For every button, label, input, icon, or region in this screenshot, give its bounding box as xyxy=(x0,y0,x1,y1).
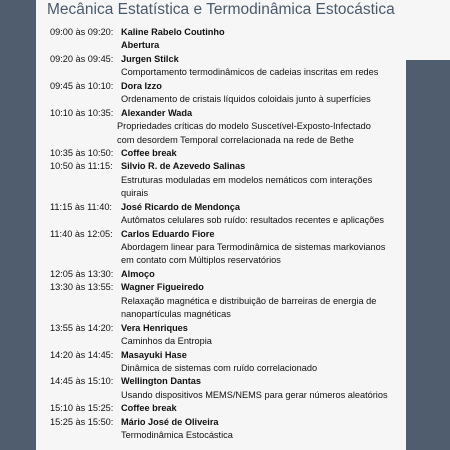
session-time: 10:50 às 11:15: xyxy=(50,161,113,172)
session-time: 14:20 às 14:45: xyxy=(50,349,114,360)
session-detail xyxy=(50,187,402,200)
session-speaker: Jurgen Stilck xyxy=(121,53,179,64)
session-detail-text: Abertura xyxy=(121,40,160,51)
session-detail xyxy=(50,66,402,79)
right-decorative-bar xyxy=(406,60,450,450)
schedule-item xyxy=(50,349,402,376)
session-header xyxy=(50,201,402,214)
session-detail-text: Abordagem linear para Termodinâmica de sistemas markovianos xyxy=(121,242,386,252)
session-speaker: Alexander Wada xyxy=(121,107,193,118)
schedule-item xyxy=(50,26,402,53)
session-header xyxy=(50,107,402,120)
session-speaker: Wellington Dantas xyxy=(121,376,201,387)
schedule-item xyxy=(50,107,402,147)
session-speaker: Carlos Eduardo Fiore xyxy=(121,228,215,239)
session-detail xyxy=(50,295,402,308)
session-speaker: José Ricardo de Mendonça xyxy=(121,201,240,212)
session-detail xyxy=(50,93,402,106)
left-decorative-bar xyxy=(0,0,36,450)
session-header xyxy=(50,80,402,93)
schedule-item xyxy=(50,160,402,200)
session-detail xyxy=(50,308,402,321)
session-time: 14:45 às 15:10: xyxy=(50,376,114,387)
schedule-item xyxy=(50,80,402,107)
session-detail xyxy=(50,429,402,442)
session-time: 09:00 às 09:20: xyxy=(50,27,114,37)
schedule-item xyxy=(50,416,402,443)
session-time: 09:45 às 10:10: xyxy=(50,80,114,91)
session-speaker: Dora Izzo xyxy=(121,80,162,91)
session-speaker: Mário José de Oliveira xyxy=(121,416,219,427)
session-detail xyxy=(50,335,402,348)
session-detail xyxy=(50,120,402,133)
session-detail-text: Usando dispositivos MEMS/NEMS para gerar números aleatórios xyxy=(121,389,388,400)
session-detail xyxy=(50,174,402,187)
session-detail-text: com desordem Temporal correlacionada na rede de Bethe xyxy=(117,134,354,145)
schedule-item xyxy=(50,322,402,349)
session-detail xyxy=(50,39,402,52)
schedule-item xyxy=(50,228,402,268)
session-header xyxy=(50,402,402,415)
session-header xyxy=(50,349,402,362)
session-detail xyxy=(50,389,402,402)
session-speaker: Coffee break xyxy=(121,147,177,158)
schedule-list xyxy=(50,26,402,443)
session-speaker: Wagner Figueiredo xyxy=(121,282,204,293)
session-time: 10:10 às 10:35: xyxy=(50,107,114,118)
session-speaker: Silvio R. de Azevedo Salinas xyxy=(121,161,246,172)
session-header xyxy=(50,268,402,281)
session-time: 12:05 às 13:30: xyxy=(50,268,114,279)
session-header xyxy=(50,375,402,388)
page-title: Mecânica Estatística e Termodinâmica Estocástica xyxy=(47,1,395,18)
session-time: 10:35 às 10:50: xyxy=(50,147,114,158)
session-detail-text: Dinâmica de sistemas com ruído correlacionado xyxy=(121,362,318,373)
session-detail-text: quirais xyxy=(121,188,149,199)
schedule-item xyxy=(50,402,402,415)
session-detail xyxy=(50,362,402,375)
schedule-item xyxy=(50,281,402,321)
session-detail-text: em contato com Múltiplos reservatórios xyxy=(121,255,281,266)
session-detail-text: Autômatos celulares sob ruído: resultados recentes e aplicações xyxy=(121,215,385,226)
session-header xyxy=(50,160,402,173)
session-detail xyxy=(50,134,402,147)
session-header xyxy=(50,147,402,160)
session-header xyxy=(50,26,402,39)
session-detail xyxy=(50,241,402,254)
session-detail-text: Propriedades críticas do modelo Suscetível-Exposto-Infectado xyxy=(117,121,371,132)
session-detail-text: Termodinâmica Estocástica xyxy=(121,430,233,441)
session-time: 13:55 às 14:20: xyxy=(50,322,114,333)
schedule-item xyxy=(50,147,402,160)
session-time: 11:15 às 11:40: xyxy=(50,201,112,212)
schedule-item xyxy=(50,53,402,80)
session-time: 15:25 às 15:50: xyxy=(50,416,114,427)
schedule-item xyxy=(50,375,402,402)
session-time: 13:30 às 13:55: xyxy=(50,282,114,293)
session-speaker: Kaline Rabelo Coutinho xyxy=(121,27,225,37)
schedule-item xyxy=(50,268,402,281)
session-header xyxy=(50,281,402,294)
session-detail-text: Comportamento termodinâmicos de cadeias inscritas em redes xyxy=(121,67,379,78)
session-speaker: Vera Henriques xyxy=(121,322,188,333)
session-detail-text: Caminhos da Entropia xyxy=(121,336,212,347)
session-speaker: Almoço xyxy=(121,268,155,279)
session-detail-text: Estruturas moduladas em modelos nemáticos com interações xyxy=(121,174,373,185)
session-speaker: Masayuki Hase xyxy=(121,349,187,360)
session-speaker: Coffee break xyxy=(121,403,177,414)
session-time: 15:10 às 15:25: xyxy=(50,403,114,414)
session-header xyxy=(50,322,402,335)
schedule-item xyxy=(50,201,402,228)
session-detail xyxy=(50,214,402,227)
session-time: 09:20 às 09:45: xyxy=(50,53,114,64)
session-detail-text: Ordenamento de cristais líquidos coloidais junto à superfícies xyxy=(121,94,371,105)
session-detail-text: Relaxação magnética e distribuição de barreiras de energia de xyxy=(121,295,377,306)
session-header xyxy=(50,53,402,66)
session-header xyxy=(50,416,402,429)
session-detail-text: nanopartículas magnéticas xyxy=(121,309,231,320)
session-detail xyxy=(50,254,402,267)
session-time: 11:40 às 12:05: xyxy=(50,228,113,239)
session-header xyxy=(50,228,402,241)
